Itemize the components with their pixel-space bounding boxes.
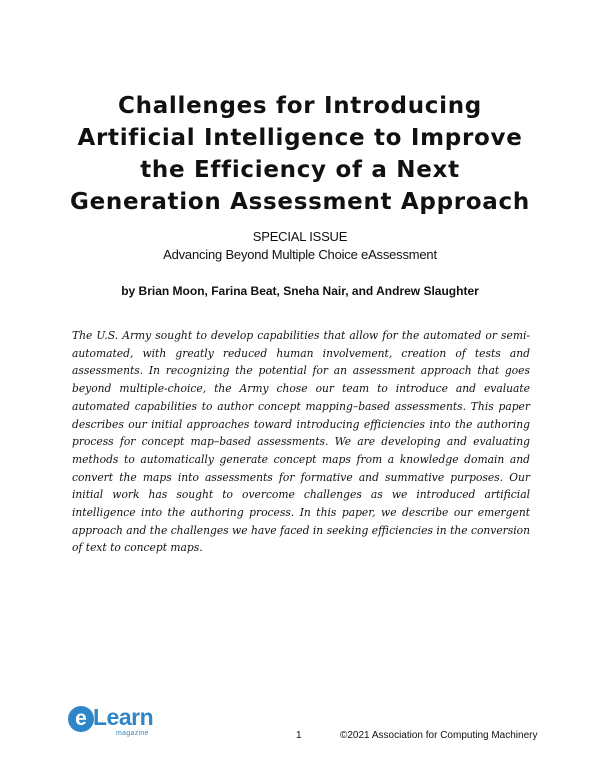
title-line-1: Challenges for Introducing: [118, 93, 482, 119]
page-number: 1: [296, 730, 302, 741]
article-title: [30, 90, 570, 218]
title-line-2: Artificial Intelligence to Improve: [77, 125, 523, 151]
title-line-4: Generation Assessment Approach: [70, 189, 530, 215]
special-issue-label: SPECIAL ISSUE: [252, 229, 348, 244]
logo-wordmark: Learn: [93, 704, 154, 730]
title-line-3: the Efficiency of a Next: [140, 157, 460, 183]
copyright-notice: ©2021 Association for Computing Machinery: [340, 730, 538, 741]
abstract-paragraph: The U.S. Army sought to develop capabilities that allow for the automated or semi-automated, with greatly reduced human involvement, creation of tests and assessments. In recognizing the potential for an assessment approach that goes beyond multiple-choice, the Army chose our team to introduce and evaluate automated capabilities to author concept mapping–based assessments. This paper describes our initial approaches toward introducing efficiencies into the authoring process for concept map–based assessments. We are developing and evaluating methods to automatically generate concept maps from a knowledge domain and convert the maps into assessments for formative and summative purposes. Our initial work has sought to overcome challenges as we introduced artificial intelligence into the authoring process. In this paper, we describe our emergent approach and the challenges we have faced in seeking efficiencies in the conversion of text to concept maps.: [72, 329, 530, 555]
author-byline: by Brian Moon, Farina Beat, Sneha Nair, and Andrew Slaughter: [121, 284, 479, 298]
logo-e-icon: e: [68, 706, 94, 732]
special-issue-subtitle: Advancing Beyond Multiple Choice eAssessment: [163, 247, 437, 262]
elearn-logo: [68, 706, 168, 746]
logo-tagline: magazine: [116, 730, 149, 737]
